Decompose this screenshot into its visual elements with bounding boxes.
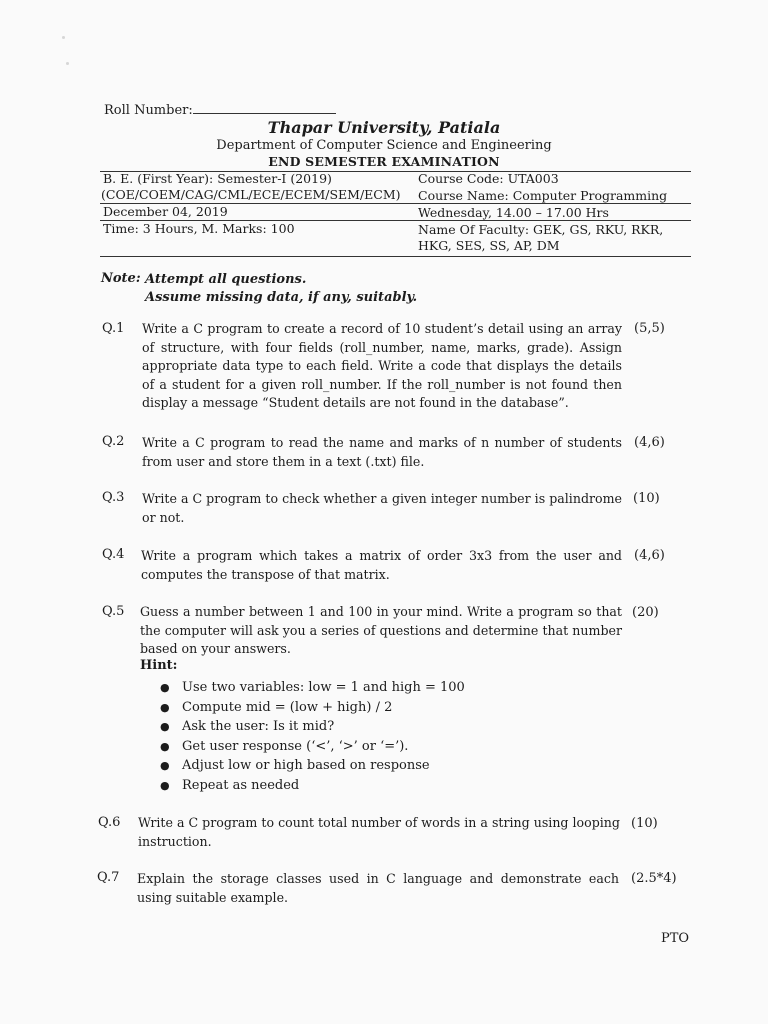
question-text: Write a program which takes a matrix of order 3x3 from the user and computes the transpose of that matrix.: [141, 548, 622, 582]
hint-item: ● Use two variables: low = 1 and high = 100: [160, 678, 465, 698]
bullet-icon: ●: [160, 759, 170, 773]
exam-date: December 04, 2019: [103, 204, 228, 219]
department-name: Department of Computer Science and Engineering: [216, 138, 552, 153]
bullet-icon: ●: [160, 739, 170, 753]
table-rule: [100, 256, 691, 257]
hint-label: Hint:: [140, 658, 178, 673]
bullet-icon: ●: [160, 681, 170, 694]
question-text: Write a C program to create a record of 10 student’s detail using an array of structure, with four fields (roll_number, name, marks, grade). Assign appropriate data type to each field. Write a code that displays the details of a student for a given roll_number. If the roll_number is not found then display a message “Student details are not found in the database”.: [142, 321, 622, 411]
bullet-icon: ●: [160, 778, 170, 792]
question-number: Q.1: [102, 321, 125, 336]
note-text: [145, 271, 417, 307]
hint-item: ● Adjust low or high based on response: [160, 756, 465, 776]
exam-day-time: Wednesday, 14.00 – 17.00 Hrs: [418, 205, 609, 220]
faculty-names: Name Of Faculty: GEK, GS, RKU, RKR,: [418, 222, 664, 237]
hint-item: ● Get user response (‘<’, ‘>’ or ‘=’).: [160, 737, 465, 757]
question-marks: (10): [631, 816, 658, 831]
question-text: Explain the storage classes used in C language and demonstrate each using suitable example.: [137, 871, 619, 905]
question-marks: (5,5): [634, 321, 665, 336]
course-code: Course Code: UTA003: [418, 171, 559, 186]
question-marks: (4,6): [634, 435, 665, 450]
question-number: Q.6: [98, 815, 121, 830]
note-line: Attempt all questions.: [145, 272, 307, 287]
course-name: Course Name: Computer Programming: [418, 188, 668, 203]
hint-item: ● Ask the user: Is it mid?: [160, 717, 465, 737]
note-line: Assume missing data, if any, suitably.: [145, 290, 418, 305]
question-number: Q.3: [102, 490, 125, 505]
question-number: Q.7: [97, 870, 120, 885]
faculty-names-cont: HKG, SES, SS, AP, DM: [418, 238, 560, 253]
exam-title: END SEMESTER EXAMINATION: [268, 154, 500, 169]
question-marks: (20): [632, 605, 659, 620]
bullet-icon: ●: [160, 700, 170, 714]
program-semester: B. E. (First Year): Semester-I (2019): [103, 171, 332, 186]
note-label: Note:: [101, 271, 141, 286]
question-number: Q.4: [102, 547, 125, 562]
question-marks: (4,6): [634, 548, 665, 563]
question-number: Q.2: [102, 434, 125, 449]
hint-item: ● Repeat as needed: [160, 776, 465, 796]
question-text: Write a C program to read the name and marks of n number of students from user and store them in a text (.txt) file.: [142, 435, 622, 469]
page-turn-over: PTO: [661, 931, 690, 946]
hint-item: ● Compute mid = (low + high) / 2: [160, 698, 465, 718]
question-number: Q.5: [102, 604, 125, 619]
branches: (COE/COEM/CAG/CML/ECE/ECEM/SEM/ECM): [101, 187, 401, 202]
university-title: Thapar University, Patiala: [267, 118, 501, 137]
roll-number-field: [104, 101, 336, 118]
time-marks: Time: 3 Hours, M. Marks: 100: [103, 221, 295, 236]
roll-number-blank: [193, 101, 336, 114]
question-text: Write a C program to check whether a given integer number is palindrome or not.: [142, 491, 622, 525]
question-text: Write a C program to count total number of words in a string using looping instruction.: [138, 815, 620, 849]
bullet-icon: ●: [160, 720, 170, 734]
scan-speck: [66, 62, 69, 65]
question-text: Guess a number between 1 and 100 in your mind. Write a program so that the computer will ask you a series of questions and determine that number based on your answers.: [140, 604, 622, 657]
question-marks: (2.5*4): [631, 871, 677, 886]
scan-speck: [62, 36, 65, 39]
hint-list: [160, 678, 465, 796]
question-marks: (10): [633, 491, 660, 506]
roll-number-label: Roll Number:: [104, 103, 193, 118]
